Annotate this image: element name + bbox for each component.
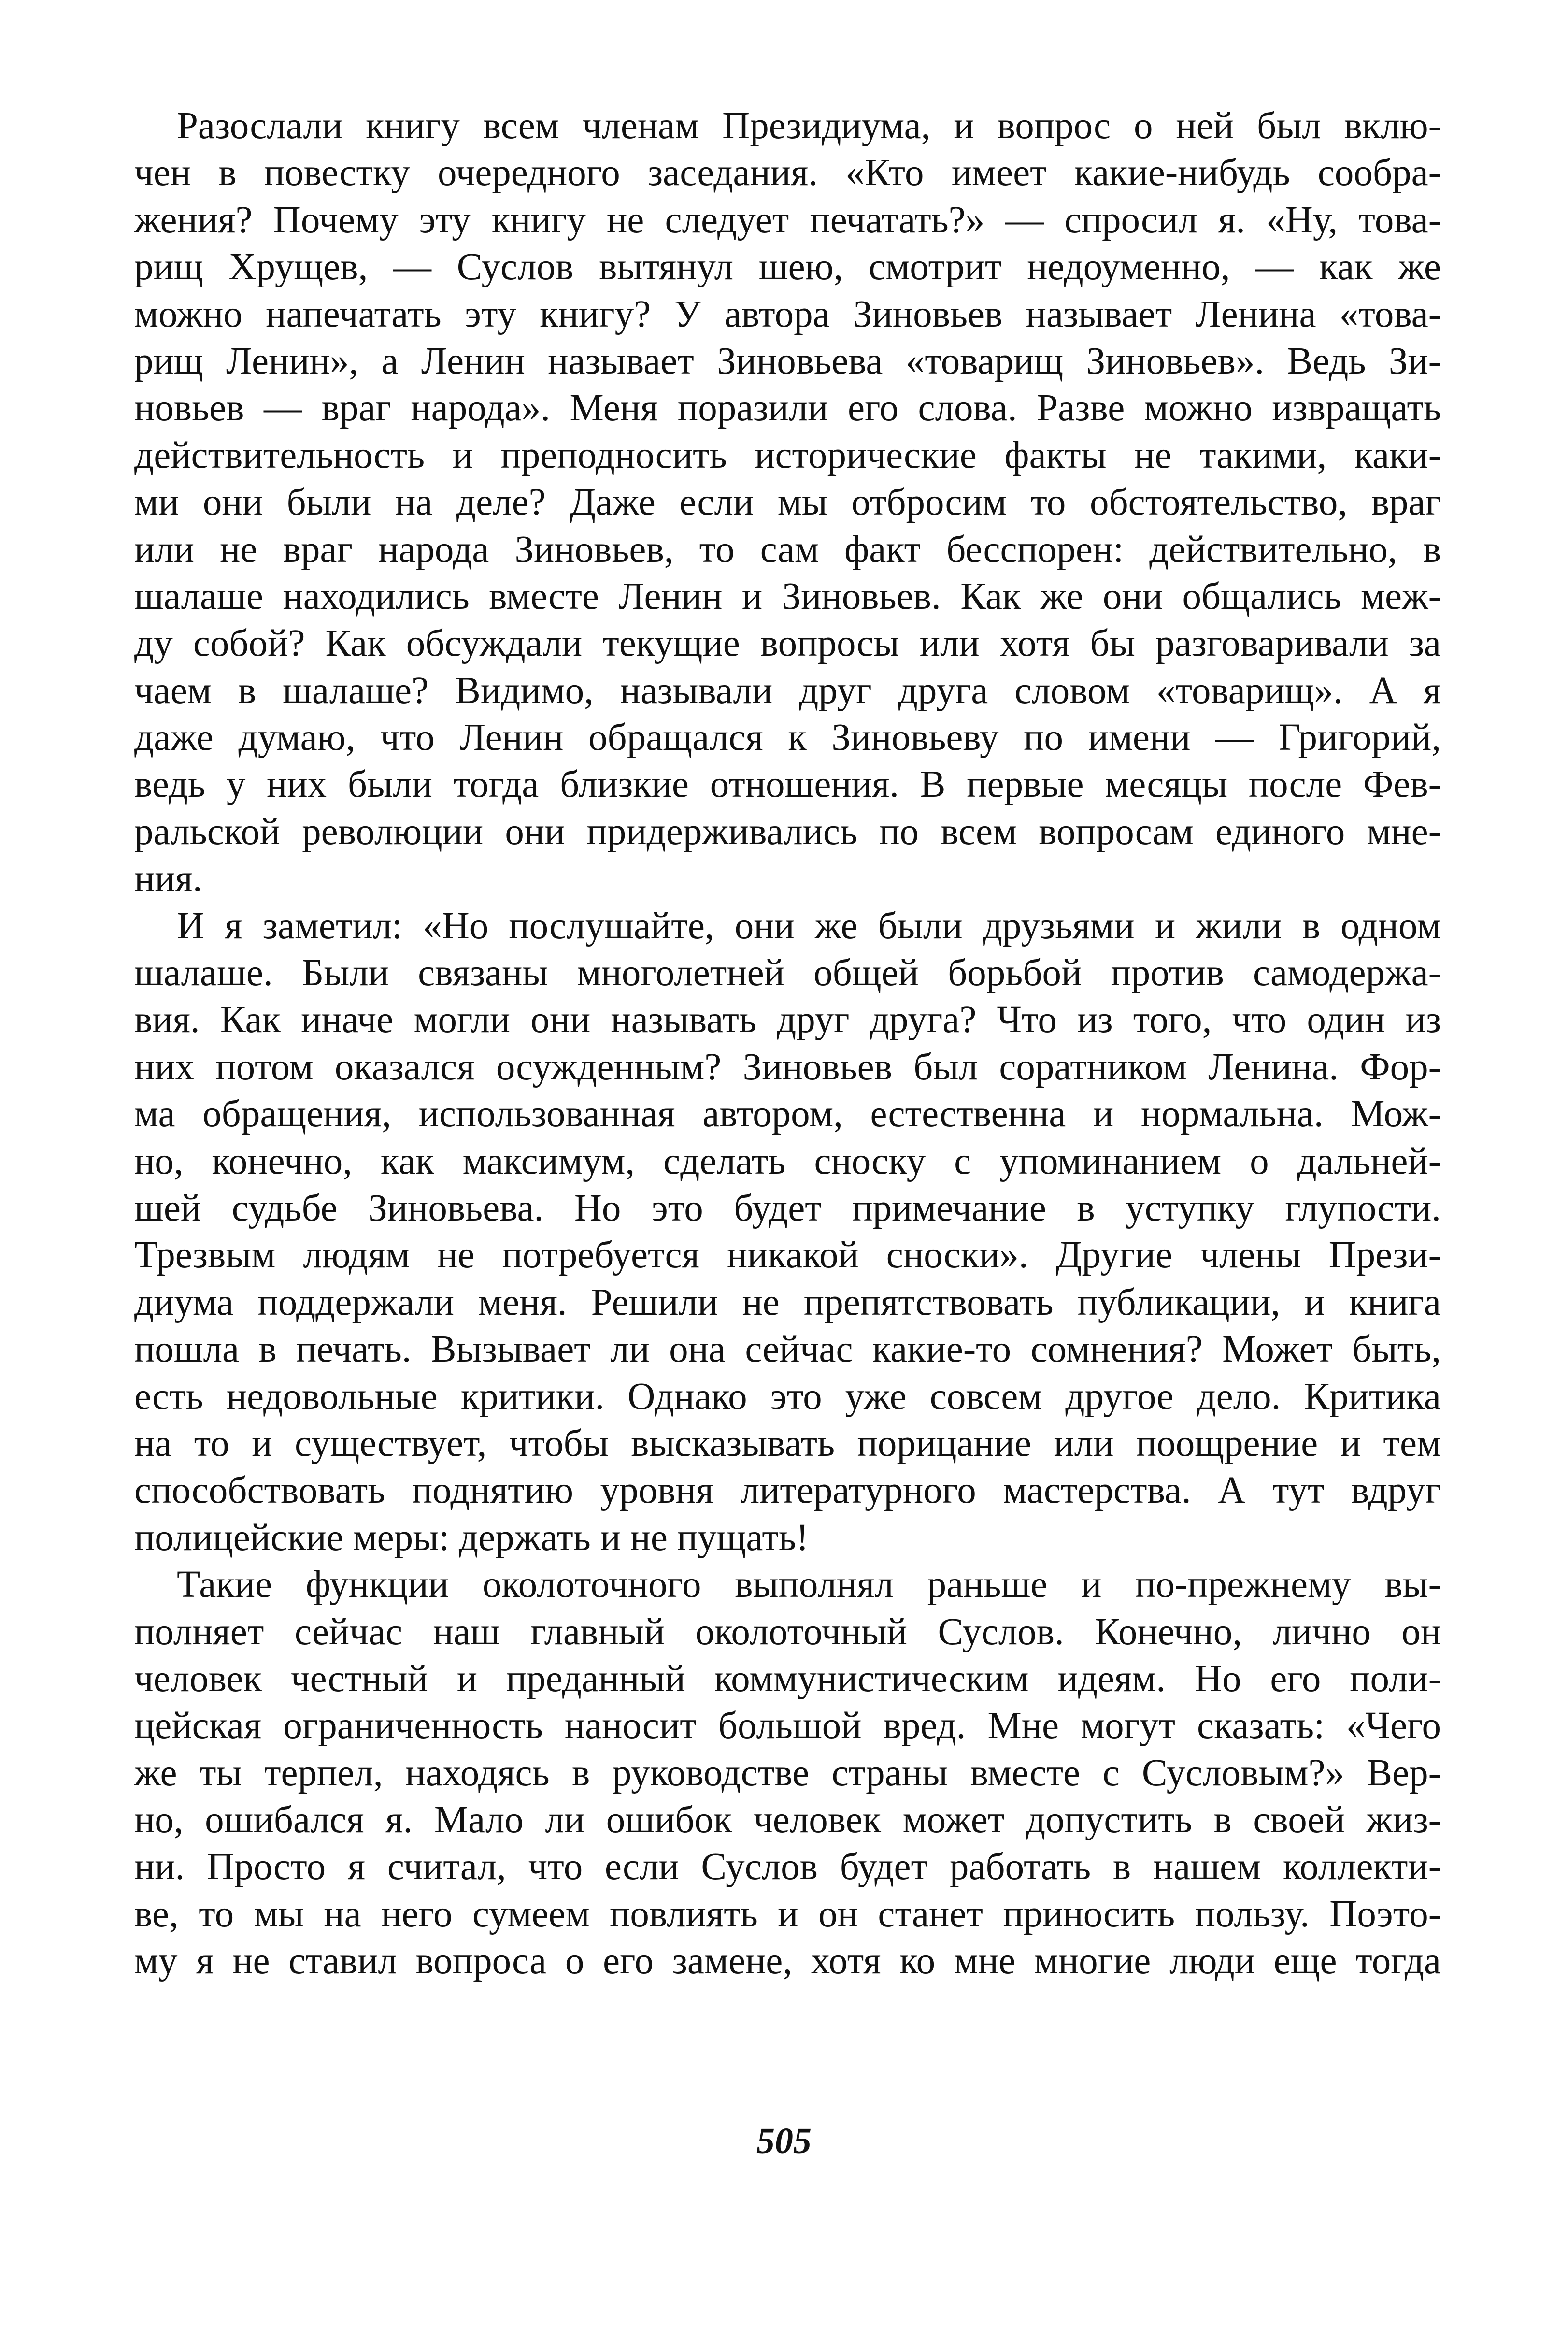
text-line: или не враг народа Зиновьев, то сам факт бесспорен: действительно, в — [134, 528, 1441, 571]
text-line: но, конечно, как максимум, сделать сноску с упоминанием о дальней- — [134, 1140, 1441, 1182]
text-line: даже думаю, что Ленин обращался к Зиновьеву по имени — Григорий, — [134, 717, 1441, 759]
text-line: есть недовольные критики. Однако это уже совсем другое дело. Критика — [134, 1375, 1441, 1418]
text-line: чаем в шалаше? Видимо, называли друг друга словом «товарищ». А я — [134, 669, 1441, 712]
text-line: них потом оказался осужденным? Зиновьев был соратником Ленина. Фор- — [134, 1046, 1441, 1088]
page-number: 505 — [756, 2121, 812, 2161]
text-line: ве, то мы на него сумеем повлиять и он станет приносить пользу. Поэто- — [134, 1893, 1441, 1935]
text-line: диума поддержали меня. Решили не препятствовать публикации, и книга — [134, 1281, 1441, 1323]
text-line: шалаше находились вместе Ленин и Зиновьев. Как же они общались меж- — [134, 575, 1441, 618]
text-line: шалаше. Были связаны многолетней общей борьбой против самодержа- — [134, 952, 1441, 994]
text-line: же ты терпел, находясь в руководстве страны вместе с Сусловым?» Вер- — [134, 1752, 1441, 1794]
text-line: действительность и преподносить исторические факты не такими, каки- — [134, 434, 1441, 476]
body-text — [134, 102, 1441, 1985]
paragraph — [134, 903, 1441, 1561]
text-line: но, ошибался я. Мало ли ошибок человек может допустить в своей жиз- — [134, 1799, 1441, 1841]
text-line: ведь у них были тогда близкие отношения. В первые месяцы после Фев- — [134, 763, 1441, 806]
text-line: полицейские меры: держать и не пущать! — [134, 1516, 809, 1559]
text-line: на то и существует, чтобы высказывать порицание или поощрение и тем — [134, 1422, 1441, 1465]
text-line: жения? Почему эту книгу не следует печатать?» — спросил я. «Ну, това- — [134, 199, 1441, 241]
text-line: шей судьбе Зиновьева. Но это будет примечание в уступку глупости. — [134, 1187, 1441, 1229]
text-line: ния. — [134, 858, 202, 900]
text-line: вия. Как иначе могли они называть друг друга? Что из того, что один из — [134, 999, 1441, 1041]
text-line: Разослали книгу всем членам Президиума, и вопрос о ней был вклю- — [177, 105, 1441, 147]
text-line: пошла в печать. Вызывает ли она сейчас какие-то сомнения? Может быть, — [134, 1328, 1441, 1371]
text-line: Трезвым людям не потребуется никакой сноски». Другие члены Прези- — [134, 1234, 1441, 1277]
text-line: способствовать поднятию уровня литературного мастерства. А тут вдруг — [134, 1469, 1441, 1512]
text-line: И я заметил: «Но послушайте, они же были друзьями и жили в одном — [177, 905, 1441, 947]
text-line: ральской революции они придерживались по всем вопросам единого мне- — [134, 810, 1441, 853]
text-line: можно напечатать эту книгу? У автора Зиновьев называет Ленина «това- — [134, 293, 1441, 335]
text-line: ма обращения, использованная автором, естественна и нормальна. Мож- — [134, 1093, 1441, 1135]
text-line: полняет сейчас наш главный околоточный Суслов. Конечно, лично он — [134, 1610, 1441, 1653]
paragraph — [134, 102, 1441, 903]
paragraph — [134, 1561, 1441, 1985]
text-line: ми они были на деле? Даже если мы отбросим то обстоятельство, враг — [134, 481, 1441, 524]
text-line: ду собой? Как обсуждали текущие вопросы или хотя бы разговаривали за — [134, 622, 1441, 665]
text-line: человек честный и преданный коммунистическим идеям. Но его поли- — [134, 1657, 1441, 1700]
text-line: ни. Просто я считал, что если Суслов будет работать в нашем коллекти- — [134, 1846, 1441, 1888]
text-line: новьев — враг народа». Меня поразили его слова. Разве можно извращать — [134, 387, 1441, 430]
text-line: чен в повестку очередного заседания. «Кто имеет какие-нибудь сообра- — [134, 152, 1441, 194]
text-line: цейская ограниченность наносит большой вред. Мне могут сказать: «Чего — [134, 1705, 1441, 1747]
text-line: му я не ставил вопроса о его замене, хотя ко мне многие люди еще тогда — [134, 1940, 1441, 1983]
text-line: Такие функции околоточного выполнял раньше и по-прежнему вы- — [177, 1564, 1441, 1606]
text-line: рищ Хрущев, — Суслов вытянул шею, смотрит недоуменно, — как же — [134, 246, 1441, 288]
text-line: рищ Ленин», а Ленин называет Зиновьева «товарищ Зиновьев». Ведь Зи- — [134, 340, 1441, 382]
